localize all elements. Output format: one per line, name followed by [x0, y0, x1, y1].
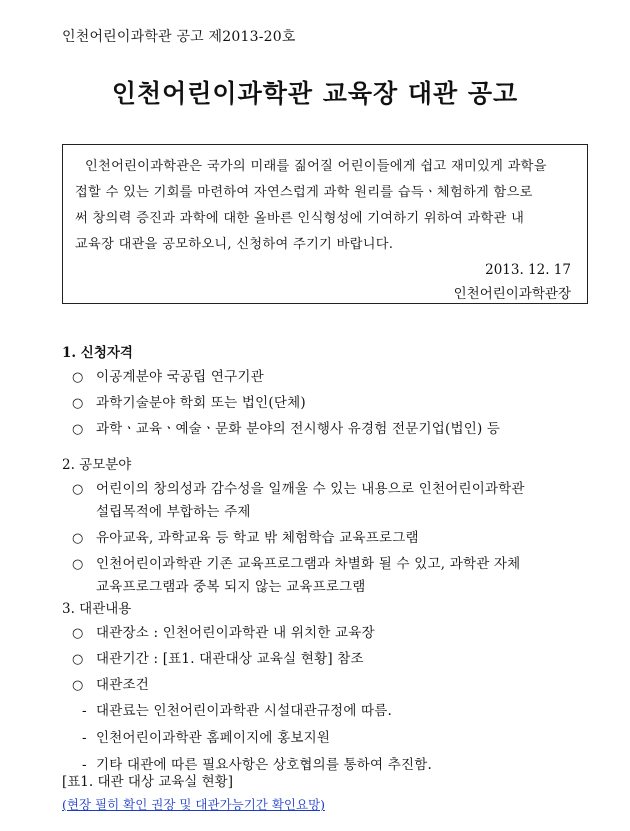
list-item-text: 인천어린이과학관 기존 교육프로그램과 차별화 될 수 있고, 과학관 자체 [96, 556, 521, 572]
intro-line: 써 창의력 증진과 과학에 대한 올바른 인식형성에 기여하기 위하여 과학관 내 [75, 211, 525, 226]
intro-line: 인천어린이과학관은 국가의 미래를 짊어질 어린이들에게 쉽고 재미있게 과학을 [85, 159, 547, 174]
section-heading: 1. 신청자격 [62, 345, 133, 361]
intro-line: 접할 수 있는 기회를 마련하여 자연스럽게 과학 원리를 습득ㆍ체험하게 함으로 [75, 185, 533, 200]
circle-bullet-icon: ○ [72, 652, 84, 667]
notice-number: 인천어린이과학관 공고 제2013-20호 [62, 29, 296, 45]
list-item-text: 과학기술분야 학회 또는 법인(단체) [96, 395, 306, 411]
table-caption: [표1. 대관 대상 교육실 현황] [62, 774, 233, 790]
circle-bullet-icon: ○ [72, 422, 84, 437]
signatory: 인천어린이과학관장 [453, 286, 571, 302]
circle-bullet-icon: ○ [72, 482, 84, 497]
list-item-text: 어린이의 창의성과 감수성을 일깨울 수 있는 내용으로 인천어린이과학관 [96, 481, 525, 497]
table-note-link[interactable]: (현장 필히 확인 권장 및 대관가능기간 확인요망) [62, 797, 326, 812]
list-item [62, 478, 525, 524]
dash-bullet-icon: - [82, 757, 87, 773]
list-item [62, 366, 500, 389]
sub-list-item [62, 700, 432, 723]
list-item-text: 과학ㆍ교육ㆍ예술ㆍ문화 분야의 전시행사 유경험 전문기업(법인) 등 [96, 421, 501, 437]
list-item-text: 설립목적에 부합하는 주제 [96, 504, 251, 520]
section-heading: 2. 공모분야 [62, 457, 132, 473]
list-item [62, 553, 525, 599]
list-item [62, 527, 525, 550]
circle-bullet-icon: ○ [72, 370, 84, 385]
list-item [62, 418, 500, 441]
intro-paragraph [75, 154, 577, 258]
list-item-text: 대관기간 : [표1. 대관대상 교육실 현황] 참조 [96, 651, 364, 667]
circle-bullet-icon: ○ [72, 557, 84, 572]
sub-list-item [62, 727, 432, 750]
notice-date: 2013. 12. 17 [485, 262, 571, 278]
section-eligibility [62, 340, 500, 444]
list-item-text: 유아교육, 과학교육 등 학교 밖 체험학습 교육프로그램 [96, 530, 419, 546]
circle-bullet-icon: ○ [72, 626, 84, 641]
dash-bullet-icon: - [82, 730, 87, 746]
list-item-text: 대관장소 : 인천어린이과학관 내 위치한 교육장 [96, 625, 375, 641]
list-item-text: 이공계분야 국공립 연구기관 [96, 369, 264, 385]
section-fields [62, 452, 525, 602]
list-item [62, 392, 500, 415]
section-heading: 3. 대관내용 [62, 601, 132, 617]
list-item [62, 648, 432, 671]
list-item-text: 대관조건 [96, 677, 149, 693]
sub-list-item-text: 기타 대관에 따른 필요사항은 상호협의를 통하여 추진함. [96, 757, 432, 773]
list-item [62, 674, 432, 697]
circle-bullet-icon: ○ [72, 396, 84, 411]
circle-bullet-icon: ○ [72, 678, 84, 693]
section-rental-details [62, 596, 432, 781]
sub-list-item-text: 대관료는 인천어린이과학관 시설대관규정에 따름. [96, 703, 393, 719]
intro-line: 교육장 대관을 공모하오니, 신청하여 주기기 바랍니다. [75, 237, 394, 252]
circle-bullet-icon: ○ [72, 531, 84, 546]
dash-bullet-icon: - [82, 703, 87, 719]
sub-list-item-text: 인천어린이과학관 홈페이지에 홍보지원 [96, 730, 331, 746]
list-item [62, 622, 432, 645]
intro-box [62, 144, 588, 304]
list-item-text: 교육프로그램과 중복 되지 않는 교육프로그램 [96, 579, 366, 595]
page-title: 인천어린이과학관 교육장 대관 공고 [111, 79, 519, 108]
